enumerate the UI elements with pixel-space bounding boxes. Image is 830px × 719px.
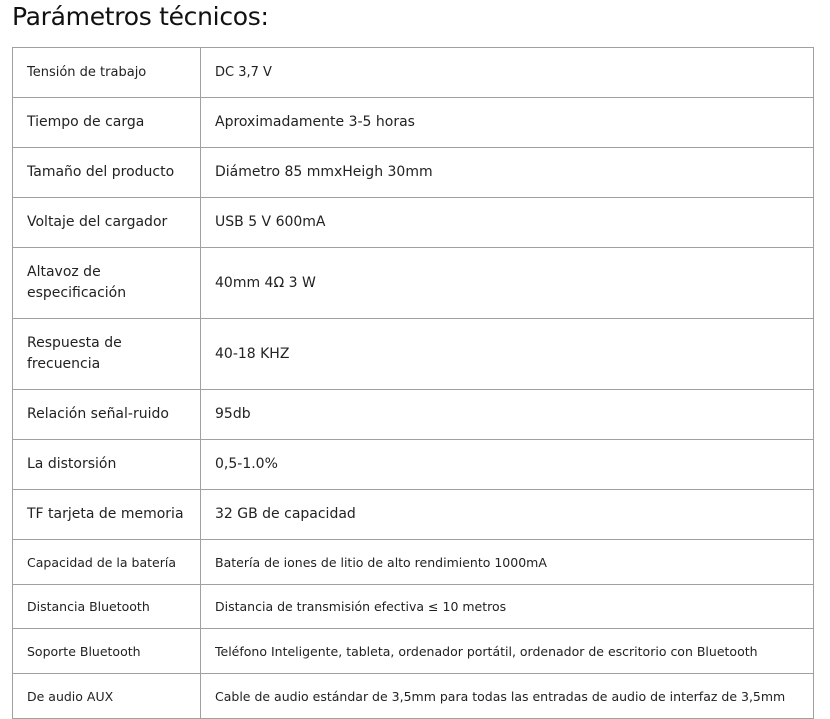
spec-label: Relación señal-ruido: [13, 390, 201, 440]
spec-value: Batería de iones de litio de alto rendimiento 1000mA: [201, 540, 814, 585]
spec-label: Tamaño del producto: [13, 148, 201, 198]
table-row: [13, 540, 814, 585]
spec-label: Altavoz de especificación: [13, 248, 201, 319]
table-row: [13, 390, 814, 440]
table-row: [13, 319, 814, 390]
spec-value: 0,5-1.0%: [201, 440, 814, 490]
table-row: [13, 629, 814, 674]
spec-value: Teléfono Inteligente, tableta, ordenador portátil, ordenador de escritorio con Bluetooth: [201, 629, 814, 674]
table-row: [13, 98, 814, 148]
spec-value: Aproximadamente 3-5 horas: [201, 98, 814, 148]
table-row: [13, 585, 814, 629]
spec-label: Tensión de trabajo: [13, 48, 201, 98]
table-row: [13, 248, 814, 319]
spec-value: 40-18 KHZ: [201, 319, 814, 390]
spec-value: DC 3,7 V: [201, 48, 814, 98]
spec-value: Cable de audio estándar de 3,5mm para todas las entradas de audio de interfaz de 3,5mm: [201, 674, 814, 719]
spec-label: TF tarjeta de memoria: [13, 490, 201, 540]
spec-value: 95db: [201, 390, 814, 440]
spec-label: Voltaje del cargador: [13, 198, 201, 248]
table-row: [13, 674, 814, 719]
spec-label: Tiempo de carga: [13, 98, 201, 148]
spec-label: Distancia Bluetooth: [13, 585, 201, 629]
section-title: Parámetros técnicos:: [12, 2, 269, 31]
spec-value: Distancia de transmisión efectiva ≤ 10 metros: [201, 585, 814, 629]
table-row: [13, 440, 814, 490]
spec-value: Diámetro 85 mmxHeigh 30mm: [201, 148, 814, 198]
spec-label: Soporte Bluetooth: [13, 629, 201, 674]
spec-label: La distorsión: [13, 440, 201, 490]
table-row: [13, 490, 814, 540]
spec-value: USB 5 V 600mA: [201, 198, 814, 248]
spec-value: 32 GB de capacidad: [201, 490, 814, 540]
spec-label: De audio AUX: [13, 674, 201, 719]
table-row: [13, 48, 814, 98]
spec-label: Capacidad de la batería: [13, 540, 201, 585]
spec-label: Respuesta de frecuencia: [13, 319, 201, 390]
table-row: [13, 148, 814, 198]
specs-table: [12, 47, 814, 719]
table-row: [13, 198, 814, 248]
spec-value: 40mm 4Ω 3 W: [201, 248, 814, 319]
